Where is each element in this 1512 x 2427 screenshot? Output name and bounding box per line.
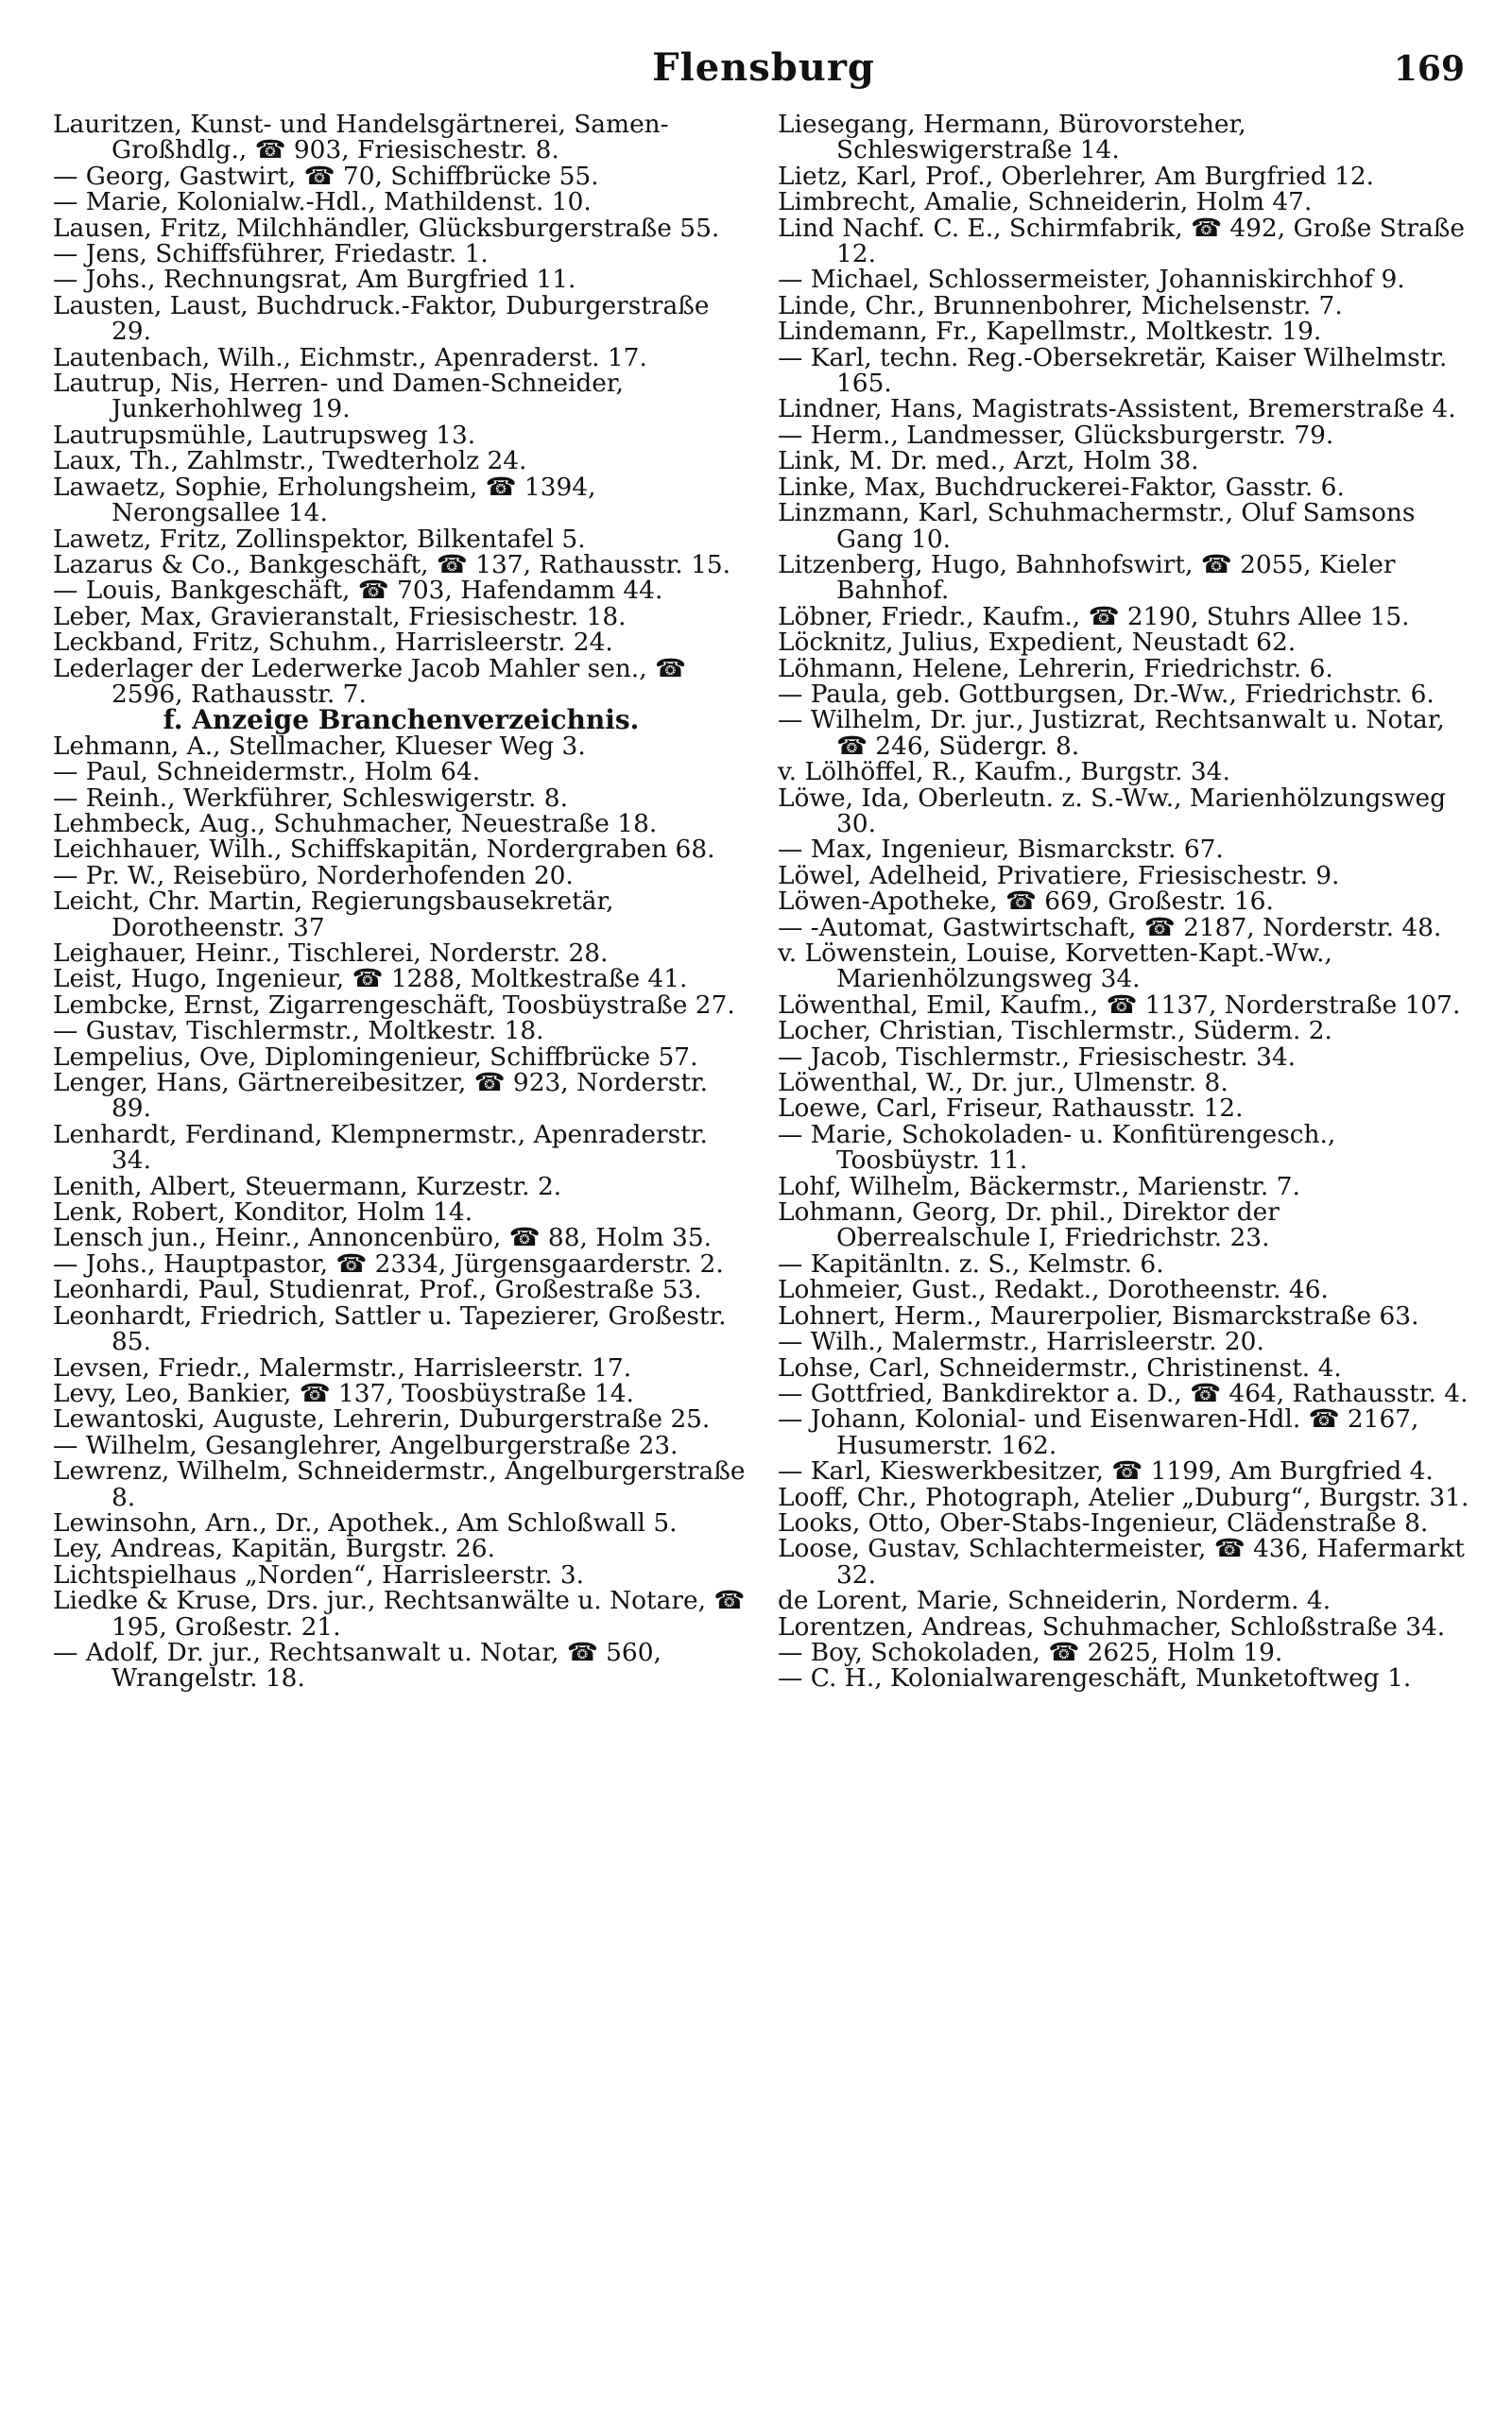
directory-entry: Leonhardt, Friedrich, Sattler u. Tapezierer, Großestr. 85. bbox=[53, 1300, 727, 1357]
directory-entry: Levsen, Friedr., Malermstr., Harrisleerstr. 17. bbox=[53, 1352, 632, 1383]
directory-entry: Limbrecht, Amalie, Schneiderin, Holm 47. bbox=[778, 187, 1313, 217]
directory-entry: Löwenthal, W., Dr. jur., Ulmenstr. 8. bbox=[778, 1068, 1228, 1098]
directory-entry: Lehmbeck, Aug., Schuhmacher, Neuestraße 18. bbox=[53, 808, 658, 838]
directory-entry: — Reinh., Werkführer, Schleswigerstr. 8. bbox=[53, 783, 568, 813]
directory-entry: — Wilhelm, Gesanglehrer, Angelburgerstraße 23. bbox=[53, 1430, 679, 1460]
directory-entry: v. Löwenstein, Louise, Korvetten-Kapt.-Ww., Marienhölzungsweg 34. bbox=[778, 938, 1332, 994]
directory-entry: Lohnert, Herm., Maurerpolier, Bismarckstraße 63. bbox=[778, 1300, 1419, 1331]
directory-entry: — Boy, Schokoladen, ☎ 2625, Holm 19. bbox=[778, 1637, 1283, 1667]
directory-columns bbox=[53, 112, 1474, 2389]
directory-entry: Loose, Gustav, Schlachtermeister, ☎ 436, Hafermarkt 32. bbox=[778, 1534, 1465, 1590]
left-column bbox=[53, 112, 749, 2389]
directory-entry: — Jacob, Tischlermstr., Friesischestr. 34. bbox=[778, 1041, 1297, 1072]
directory-entry: Lenith, Albert, Steuermann, Kurzestr. 2. bbox=[53, 1171, 562, 1201]
directory-entry: Lawaetz, Sophie, Erholungsheim, ☎ 1394, Nerongsallee 14. bbox=[53, 472, 596, 528]
directory-entry: Lausen, Fritz, Milchhändler, Glücksburgerstraße 55. bbox=[53, 213, 720, 243]
directory-entry: Lorentzen, Andreas, Schuhmacher, Schloßstraße 34. bbox=[778, 1611, 1446, 1642]
directory-entry: Lind Nachf. C. E., Schirmfabrik, ☎ 492, Große Straße 12. bbox=[778, 213, 1465, 269]
directory-entry: Linke, Max, Buchdruckerei-Faktor, Gasstr. 6. bbox=[778, 472, 1345, 502]
page-header bbox=[53, 45, 1474, 102]
directory-entry: — -Automat, Gastwirtschaft, ☎ 2187, Norderstr. 48. bbox=[778, 912, 1442, 942]
directory-entry: Löwenthal, Emil, Kaufm., ☎ 1137, Norderstraße 107. bbox=[778, 990, 1461, 1020]
directory-entry: Leichhauer, Wilh., Schiffskapitän, Nordergraben 68. bbox=[53, 835, 715, 865]
directory-entry: — Karl, Kieswerkbesitzer, ☎ 1199, Am Burgfried 4. bbox=[778, 1456, 1434, 1487]
directory-entry: — Georg, Gastwirt, ☎ 70, Schiffbrücke 55. bbox=[53, 161, 599, 191]
directory-entry: Lehmann, A., Stellmacher, Klueser Weg 3. bbox=[53, 731, 586, 761]
directory-entry: Lenger, Hans, Gärtnereibesitzer, ☎ 923, Norderstr. 89. bbox=[53, 1068, 709, 1124]
directory-entry: — Marie, Kolonialw.-Hdl., Mathildenst. 10. bbox=[53, 187, 592, 217]
directory-entry: Lindemann, Fr., Kapellmstr., Moltkestr. 19. bbox=[778, 317, 1322, 347]
directory-entry: v. Lölhöffel, R., Kaufm., Burgstr. 34. bbox=[778, 757, 1230, 787]
directory-entry: — Jens, Schiffsführer, Friedastr. 1. bbox=[53, 239, 489, 269]
directory-entry: Looff, Chr., Photograph, Atelier „Duburg“, Burgstr. 31. bbox=[778, 1482, 1469, 1512]
directory-entry: — C. H., Kolonialwarengeschäft, Munketoftweg 1. bbox=[778, 1663, 1412, 1694]
directory-entry: — Johs., Rechnungsrat, Am Burgfried 11. bbox=[53, 265, 576, 295]
directory-entry: Linzmann, Karl, Schuhmachermstr., Oluf Samsons Gang 10. bbox=[778, 498, 1416, 554]
directory-entry: Leicht, Chr. Martin, Regierungsbausekretär, Dorotheenstr. 37 bbox=[53, 886, 614, 942]
directory-entry: Lawetz, Fritz, Zollinspektor, Bilkentafel 5. bbox=[53, 524, 586, 554]
directory-entry: — Herm., Landmesser, Glücksburgerstr. 79. bbox=[778, 420, 1334, 450]
directory-entry: Lempelius, Ove, Diplomingenieur, Schiffbrücke 57. bbox=[53, 1041, 698, 1072]
directory-entry: — Wilh., Malermstr., Harrisleerstr. 20. bbox=[778, 1327, 1264, 1357]
directory-entry: Lauritzen, Kunst- und Handelsgärtnerei, Samen-Großhdlg., ☎ 903, Friesischestr. 8. bbox=[53, 112, 669, 165]
directory-entry: Leonhardi, Paul, Studienrat, Prof., Großestraße 53. bbox=[53, 1275, 702, 1305]
directory-entry: Lautenbach, Wilh., Eichmstr., Apenraderst. 17. bbox=[53, 342, 647, 372]
directory-entry: Löwe, Ida, Oberleutn. z. S.-Ww., Marienhölzungsweg 30. bbox=[778, 783, 1447, 838]
directory-entry: Leckband, Fritz, Schuhm., Harrisleerstr. 24. bbox=[53, 628, 613, 658]
directory-entry: Löwen-Apotheke, ☎ 669, Großestr. 16. bbox=[778, 886, 1274, 917]
directory-entry: — Paul, Schneidermstr., Holm 64. bbox=[53, 757, 481, 787]
directory-entry: — Gustav, Tischlermstr., Moltkestr. 18. bbox=[53, 1016, 544, 1046]
directory-entry: Linde, Chr., Brunnenbohrer, Michelsenstr. 7. bbox=[778, 290, 1343, 320]
directory-entry: Liesegang, Hermann, Bürovorsteher, Schleswigerstraße 14. bbox=[778, 112, 1246, 165]
directory-entry: Lausten, Laust, Buchdruck.-Faktor, Duburgerstraße 29. bbox=[53, 290, 710, 347]
directory-entry: Lohse, Carl, Schneidermstr., Christinenst. 4. bbox=[778, 1352, 1342, 1383]
directory-entry: Locher, Christian, Tischlermstr., Süderm. 2. bbox=[778, 1016, 1332, 1046]
directory-entry: — Johs., Hauptpastor, ☎ 2334, Jürgensgaarderstr. 2. bbox=[53, 1248, 724, 1279]
directory-entry: — Marie, Schokoladen- u. Konfitürengesch., Toosbüystr. 11. bbox=[778, 1119, 1336, 1176]
directory-entry: Lindner, Hans, Magistrats-Assistent, Bremerstraße 4. bbox=[778, 394, 1456, 424]
directory-entry: Looks, Otto, Ober-Stabs-Ingenieur, Clädenstraße 8. bbox=[778, 1507, 1429, 1538]
right-column bbox=[778, 112, 1474, 2389]
directory-entry: — Adolf, Dr. jur., Rechtsanwalt u. Notar, ☎ 560, Wrangelstr. 18. bbox=[53, 1637, 662, 1694]
directory-entry: Lewinsohn, Arn., Dr., Apothek., Am Schloßwall 5. bbox=[53, 1507, 678, 1538]
directory-entry: Lenk, Robert, Konditor, Holm 14. bbox=[53, 1197, 473, 1228]
directory-entry: Loewe, Carl, Friseur, Rathausstr. 12. bbox=[778, 1093, 1244, 1124]
directory-entry: Leist, Hugo, Ingenieur, ☎ 1288, Moltkestraße 41. bbox=[53, 964, 688, 994]
directory-entry: — Johann, Kolonial- und Eisenwaren-Hdl. ☎ 2167, Husumerstr. 162. bbox=[778, 1404, 1419, 1460]
directory-entry: Laux, Th., Zahlmstr., Twedterholz 24. bbox=[53, 446, 527, 476]
directory-entry: Lautrup, Nis, Herren- und Damen-Schneider, Junkerhohlweg 19. bbox=[53, 369, 625, 424]
directory-entry: Leber, Max, Gravieranstalt, Friesischestr. 18. bbox=[53, 601, 627, 631]
directory-entry: Löhmann, Helene, Lehrerin, Friedrichstr. 6. bbox=[778, 653, 1333, 683]
directory-entry: Lazarus & Co., Bankgeschäft, ☎ 137, Rathausstr. 15. bbox=[53, 549, 731, 579]
directory-entry: Lohf, Wilhelm, Bäckermstr., Marienstr. 7. bbox=[778, 1171, 1300, 1201]
section-reference: f. Anzeige Branchenverzeichnis. bbox=[163, 704, 640, 736]
directory-entry: Lohmann, Georg, Dr. phil., Direktor der Oberrealschule I, Friedrichstr. 23. bbox=[778, 1197, 1280, 1253]
directory-entry: Ley, Andreas, Kapitän, Burgstr. 26. bbox=[53, 1534, 495, 1564]
directory-entry: Link, M. Dr. med., Arzt, Holm 38. bbox=[778, 446, 1199, 476]
directory-entry: Löbner, Friedr., Kaufm., ☎ 2190, Stuhrs Allee 15. bbox=[778, 601, 1410, 631]
page-number: 169 bbox=[1393, 49, 1465, 89]
directory-entry: Lenhardt, Ferdinand, Klempnermstr., Apenraderstr. 34. bbox=[53, 1119, 708, 1176]
directory-entry: Lietz, Karl, Prof., Oberlehrer, Am Burgfried 12. bbox=[778, 161, 1375, 191]
directory-entry: — Max, Ingenieur, Bismarckstr. 67. bbox=[778, 835, 1224, 865]
directory-entry: Löwel, Adelheid, Privatiere, Friesischestr. 9. bbox=[778, 860, 1340, 890]
directory-entry: — Gottfried, Bankdirektor a. D., ☎ 464, Rathausstr. 4. bbox=[778, 1378, 1469, 1408]
directory-entry: de Lorent, Marie, Schneiderin, Norderm. 4. bbox=[778, 1586, 1332, 1616]
directory-entry: Levy, Leo, Bankier, ☎ 137, Toosbüystraße 14. bbox=[53, 1378, 634, 1408]
directory-entry: Leighauer, Heinr., Tischlerei, Norderstr. 28. bbox=[53, 938, 609, 968]
directory-entry: Lensch jun., Heinr., Annoncenbüro, ☎ 88, Holm 35. bbox=[53, 1223, 712, 1253]
directory-entry: Lautrupsmühle, Lautrupsweg 13. bbox=[53, 420, 476, 450]
directory-entry: Lewantoski, Auguste, Lehrerin, Duburgerstraße 25. bbox=[53, 1404, 711, 1435]
directory-entry: — Kapitänltn. z. S., Kelmstr. 6. bbox=[778, 1248, 1164, 1279]
directory-entry: — Paula, geb. Gottburgsen, Dr.-Ww., Friedrichstr. 6. bbox=[778, 679, 1435, 709]
directory-entry: — Pr. W., Reisebüro, Norderhofenden 20. bbox=[53, 860, 574, 890]
directory-entry: Liedke & Kruse, Drs. jur., Rechtsanwälte u. Notare, ☎ 195, Großestr. 21. bbox=[53, 1586, 746, 1642]
directory-entry: — Louis, Bankgeschäft, ☎ 703, Hafendamm 44. bbox=[53, 576, 663, 606]
directory-entry: — Michael, Schlossermeister, Johanniskirchhof 9. bbox=[778, 265, 1405, 295]
directory-entry: Litzenberg, Hugo, Bahnhofswirt, ☎ 2055, Kieler Bahnhof. bbox=[778, 549, 1396, 606]
directory-entry: Lederlager der Lederwerke Jacob Mahler sen., ☎ 2596, Rathausstr. 7. bbox=[53, 653, 686, 709]
directory-entry: Lembcke, Ernst, Zigarrengeschäft, Toosbüystraße 27. bbox=[53, 990, 735, 1020]
directory-entry: Löcknitz, Julius, Expedient, Neustadt 62. bbox=[778, 628, 1297, 658]
directory-entry: — Wilhelm, Dr. jur., Justizrat, Rechtsanwalt u. Notar, ☎ 246, Südergr. 8. bbox=[778, 705, 1445, 761]
directory-entry: Lewrenz, Wilhelm, Schneidermstr., Angelburgerstraße 8. bbox=[53, 1456, 746, 1512]
directory-entry: Lichtspielhaus „Norden“, Harrisleerstr. 3. bbox=[53, 1559, 585, 1590]
directory-entry: Lohmeier, Gust., Redakt., Dorotheenstr. 46. bbox=[778, 1275, 1329, 1305]
page-title: Flensburg bbox=[652, 45, 875, 90]
directory-entry: — Karl, techn. Reg.-Obersekretär, Kaiser Wilhelmstr. 165. bbox=[778, 342, 1448, 399]
